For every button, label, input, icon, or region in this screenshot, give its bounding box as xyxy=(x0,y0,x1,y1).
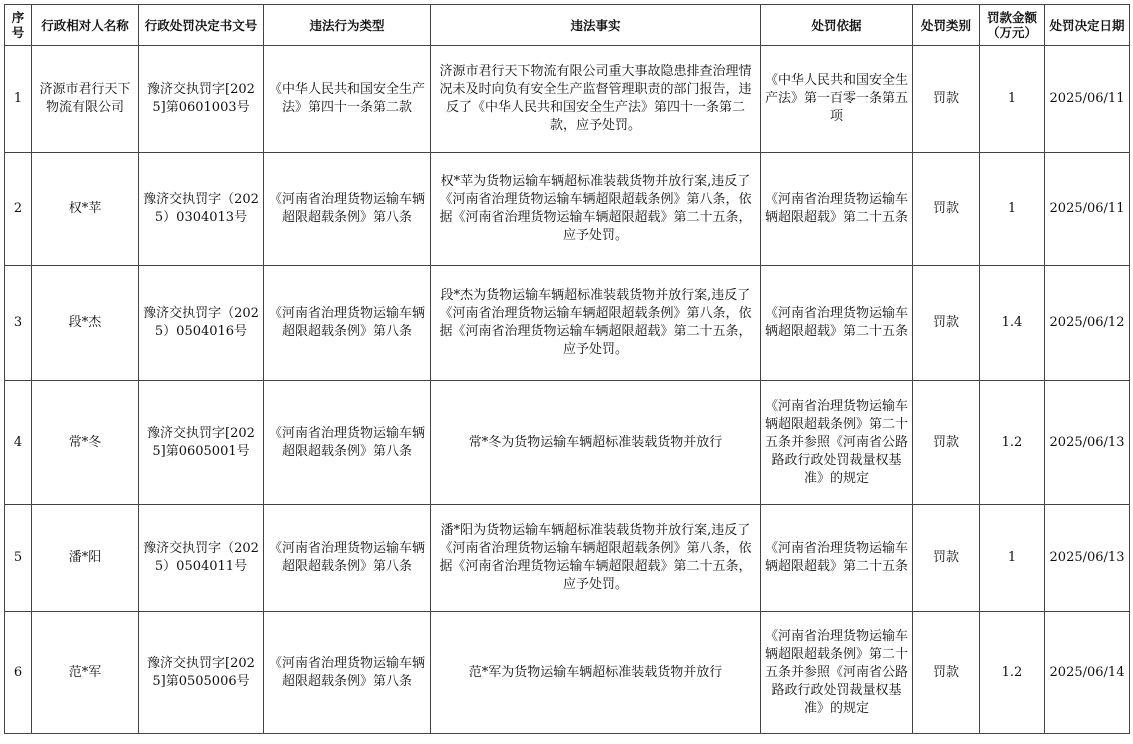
cell-facts: 段*杰为货物运输车辆超标准装载货物并放行案,违反了《河南省治理货物运输车辆超限超载条例》第八条，依据《河南省治理货物运输车辆超限超载》第二十五条，应予处罚。 xyxy=(431,266,761,381)
cell-amount: 1 xyxy=(980,153,1045,266)
cell-seq: 2 xyxy=(5,153,32,266)
cell-seq: 6 xyxy=(5,612,32,734)
cell-date: 2025/06/11 xyxy=(1045,153,1130,266)
cell-category: 罚款 xyxy=(913,612,980,734)
cell-basis: 《中华人民共和国安全生产法》第一百零一条第五项 xyxy=(761,46,913,153)
cell-category: 罚款 xyxy=(913,266,980,381)
cell-date: 2025/06/14 xyxy=(1045,612,1130,734)
cell-category: 罚款 xyxy=(913,46,980,153)
header-category: 处罚类别 xyxy=(913,5,980,46)
cell-doc-no: 豫济交执罚字（2025）0504011号 xyxy=(139,505,264,612)
cell-doc-no: 豫济交执罚字[2025]第0605001号 xyxy=(139,381,264,505)
cell-facts: 潘*阳为货物运输车辆超标准装载货物并放行案,违反了《河南省治理货物运输车辆超限超载条例》第八条，依据《河南省治理货物运输车辆超限超载》第二十五条，应予处罚。 xyxy=(431,505,761,612)
cell-seq: 3 xyxy=(5,266,32,381)
cell-doc-no: 豫济交执罚字[2025]第0505006号 xyxy=(139,612,264,734)
table-row xyxy=(5,612,1130,734)
cell-amount: 1 xyxy=(980,46,1045,153)
cell-category: 罚款 xyxy=(913,381,980,505)
cell-party: 范*军 xyxy=(32,612,139,734)
cell-date: 2025/06/12 xyxy=(1045,266,1130,381)
cell-violation-type: 《河南省治理货物运输车辆超限超载条例》第八条 xyxy=(264,266,431,381)
cell-amount: 1.2 xyxy=(980,381,1045,505)
table-row xyxy=(5,46,1130,153)
cell-party: 常*冬 xyxy=(32,381,139,505)
cell-party: 段*杰 xyxy=(32,266,139,381)
cell-category: 罚款 xyxy=(913,505,980,612)
cell-date: 2025/06/13 xyxy=(1045,505,1130,612)
cell-category: 罚款 xyxy=(913,153,980,266)
header-row xyxy=(5,5,1130,46)
cell-date: 2025/06/13 xyxy=(1045,381,1130,505)
cell-violation-type: 《河南省治理货物运输车辆超限超载条例》第八条 xyxy=(264,612,431,734)
header-doc-no: 行政处罚决定书文号 xyxy=(139,5,264,46)
cell-basis: 《河南省治理货物运输车辆超限超载条例》第二十五条并参照《河南省公路路政行政处罚裁量权基准》的规定 xyxy=(761,612,913,734)
table-row xyxy=(5,266,1130,381)
table-row xyxy=(5,153,1130,266)
cell-violation-type: 《中华人民共和国安全生产法》第四十一条第二款 xyxy=(264,46,431,153)
header-violation-type: 违法行为类型 xyxy=(264,5,431,46)
cell-doc-no: 豫济交执罚字[2025]第0601003号 xyxy=(139,46,264,153)
header-basis: 处罚依据 xyxy=(761,5,913,46)
cell-violation-type: 《河南省治理货物运输车辆超限超载条例》第八条 xyxy=(264,153,431,266)
header-amount: 罚款金额（万元） xyxy=(980,5,1045,46)
cell-party: 潘*阳 xyxy=(32,505,139,612)
cell-amount: 1.2 xyxy=(980,612,1045,734)
cell-basis: 《河南省治理货物运输车辆超限超载》第二十五条 xyxy=(761,153,913,266)
cell-seq: 5 xyxy=(5,505,32,612)
cell-facts: 济源市君行天下物流有限公司重大事故隐患排查治理情况未及时向负有安全生产监督管理职责的部门报告，违反了《中华人民共和国安全生产法》第四十一条第二款，应予处罚。 xyxy=(431,46,761,153)
cell-seq: 4 xyxy=(5,381,32,505)
cell-amount: 1.4 xyxy=(980,266,1045,381)
cell-facts: 范*军为货物运输车辆超标准装载货物并放行 xyxy=(431,612,761,734)
penalty-table xyxy=(4,4,1130,734)
cell-seq: 1 xyxy=(5,46,32,153)
cell-party: 济源市君行天下物流有限公司 xyxy=(32,46,139,153)
table-row xyxy=(5,505,1130,612)
cell-basis: 《河南省治理货物运输车辆超限超载条例》第二十五条并参照《河南省公路路政行政处罚裁量权基准》的规定 xyxy=(761,381,913,505)
cell-violation-type: 《河南省治理货物运输车辆超限超载条例》第八条 xyxy=(264,381,431,505)
cell-party: 权*苹 xyxy=(32,153,139,266)
cell-doc-no: 豫济交执罚字（2025）0504016号 xyxy=(139,266,264,381)
header-date: 处罚决定日期 xyxy=(1045,5,1130,46)
header-party: 行政相对人名称 xyxy=(32,5,139,46)
header-seq: 序号 xyxy=(5,5,32,46)
header-facts: 违法事实 xyxy=(431,5,761,46)
cell-doc-no: 豫济交执罚字（2025）0304013号 xyxy=(139,153,264,266)
cell-violation-type: 《河南省治理货物运输车辆超限超载条例》第八条 xyxy=(264,505,431,612)
cell-facts: 权*苹为货物运输车辆超标准装载货物并放行案,违反了《河南省治理货物运输车辆超限超载条例》第八条，依据《河南省治理货物运输车辆超限超载》第二十五条，应予处罚。 xyxy=(431,153,761,266)
cell-basis: 《河南省治理货物运输车辆超限超载》第二十五条 xyxy=(761,266,913,381)
cell-facts: 常*冬为货物运输车辆超标准装载货物并放行 xyxy=(431,381,761,505)
cell-basis: 《河南省治理货物运输车辆超限超载》第二十五条 xyxy=(761,505,913,612)
cell-amount: 1 xyxy=(980,505,1045,612)
cell-date: 2025/06/11 xyxy=(1045,46,1130,153)
penalty-table-container xyxy=(4,4,1130,734)
table-row xyxy=(5,381,1130,505)
